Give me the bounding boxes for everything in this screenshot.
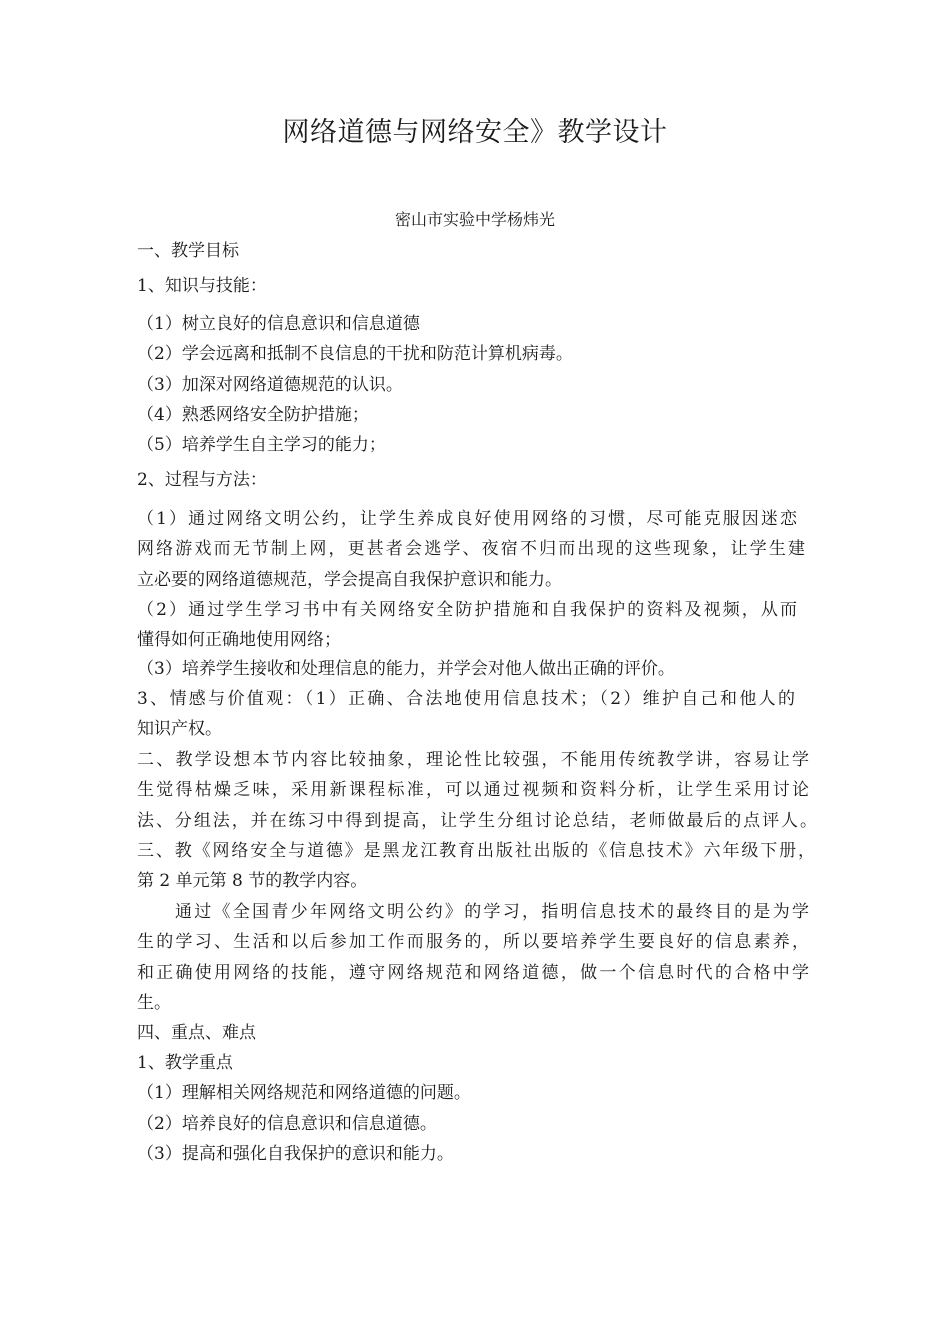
list-item: （5）培养学生自主学习的能力；	[137, 435, 386, 455]
paragraph-line: 生的学习、生活和以后参加工作而服务的，所以要培养学生要良好的信息素养，	[137, 932, 809, 952]
paragraph-line: 法、分组法，并在练习中得到提高，让学生分组讨论总结，老师做最后的点评人。	[137, 811, 817, 831]
section-heading-focus: 四、重点、难点	[137, 1023, 256, 1043]
document-author: 密山市实验中学杨炜光	[394, 210, 555, 229]
paragraph-line: 通过《全国青少年网络文明公约》的学习，指明信息技术的最终目的是为学	[175, 902, 809, 922]
paragraph-line: 知识产权。	[137, 719, 222, 739]
paragraph-line: 第 2 单元第 8 节的教学内容。	[137, 871, 368, 891]
paragraph-line: （2）通过学生学习书中有关网络安全防护措施和自我保护的资料及视频，从而	[137, 600, 797, 620]
paragraph-line: 网络游戏而无节制上网，更甚者会逃学、夜宿不归而出现的这些现象，让学生建	[137, 539, 805, 559]
paragraph-line: （1）通过网络文明公约，让学生养成良好使用网络的习惯，尽可能克服因迷恋	[137, 509, 797, 529]
paragraph-line: 3、情感与价值观：（1）正确、合法地使用信息技术；（2）维护自己和他人的	[137, 689, 795, 709]
paragraph-line: 生觉得枯燥乏味，采用新课程标准，可以通过视频和资料分析，让学生采用讨论	[137, 780, 809, 800]
paragraph-line: 三、教《网络安全与道德》是黑龙江教育出版社出版的《信息技术》六年级下册，	[137, 841, 815, 861]
subheading-key-points: 1、教学重点	[137, 1053, 233, 1073]
paragraph-line: 立必要的网络道德规范，学会提高自我保护意识和能力。	[137, 570, 562, 590]
list-item: （2）学会远离和抵制不良信息的干扰和防范计算机病毒。	[137, 344, 573, 364]
paragraph-line: 和正确使用网络的技能，遵守网络规范和网络道德，做一个信息时代的合格中学	[137, 963, 809, 983]
paragraph-line: （3）培养学生接收和处理信息的能力，并学会对他人做出正确的评价。	[137, 659, 675, 679]
paragraph-line: 懂得如何正确地使用网络；	[137, 630, 341, 650]
list-item: （3）加深对网络道德规范的认识。	[137, 375, 403, 395]
section-heading-goals: 一、教学目标	[137, 241, 239, 261]
list-item: （3）提高和强化自我保护的意识和能力。	[137, 1144, 454, 1164]
list-item: （2）培养良好的信息意识和信息道德。	[137, 1114, 437, 1134]
subheading-process: 2、过程与方法：	[137, 470, 267, 490]
subheading-knowledge: 1、知识与技能：	[137, 276, 267, 296]
document-title: 网络道德与网络安全》教学设计	[282, 117, 668, 148]
list-item: （4）熟悉网络安全防护措施；	[137, 405, 369, 425]
list-item: （1）树立良好的信息意识和信息道德	[137, 314, 420, 334]
paragraph-line: 生。	[137, 993, 171, 1013]
list-item: （1）理解相关网络规范和网络道德的问题。	[137, 1083, 471, 1103]
paragraph-line: 二、教学设想本节内容比较抽象，理论性比较强，不能用传统教学讲，容易让学	[137, 750, 809, 770]
